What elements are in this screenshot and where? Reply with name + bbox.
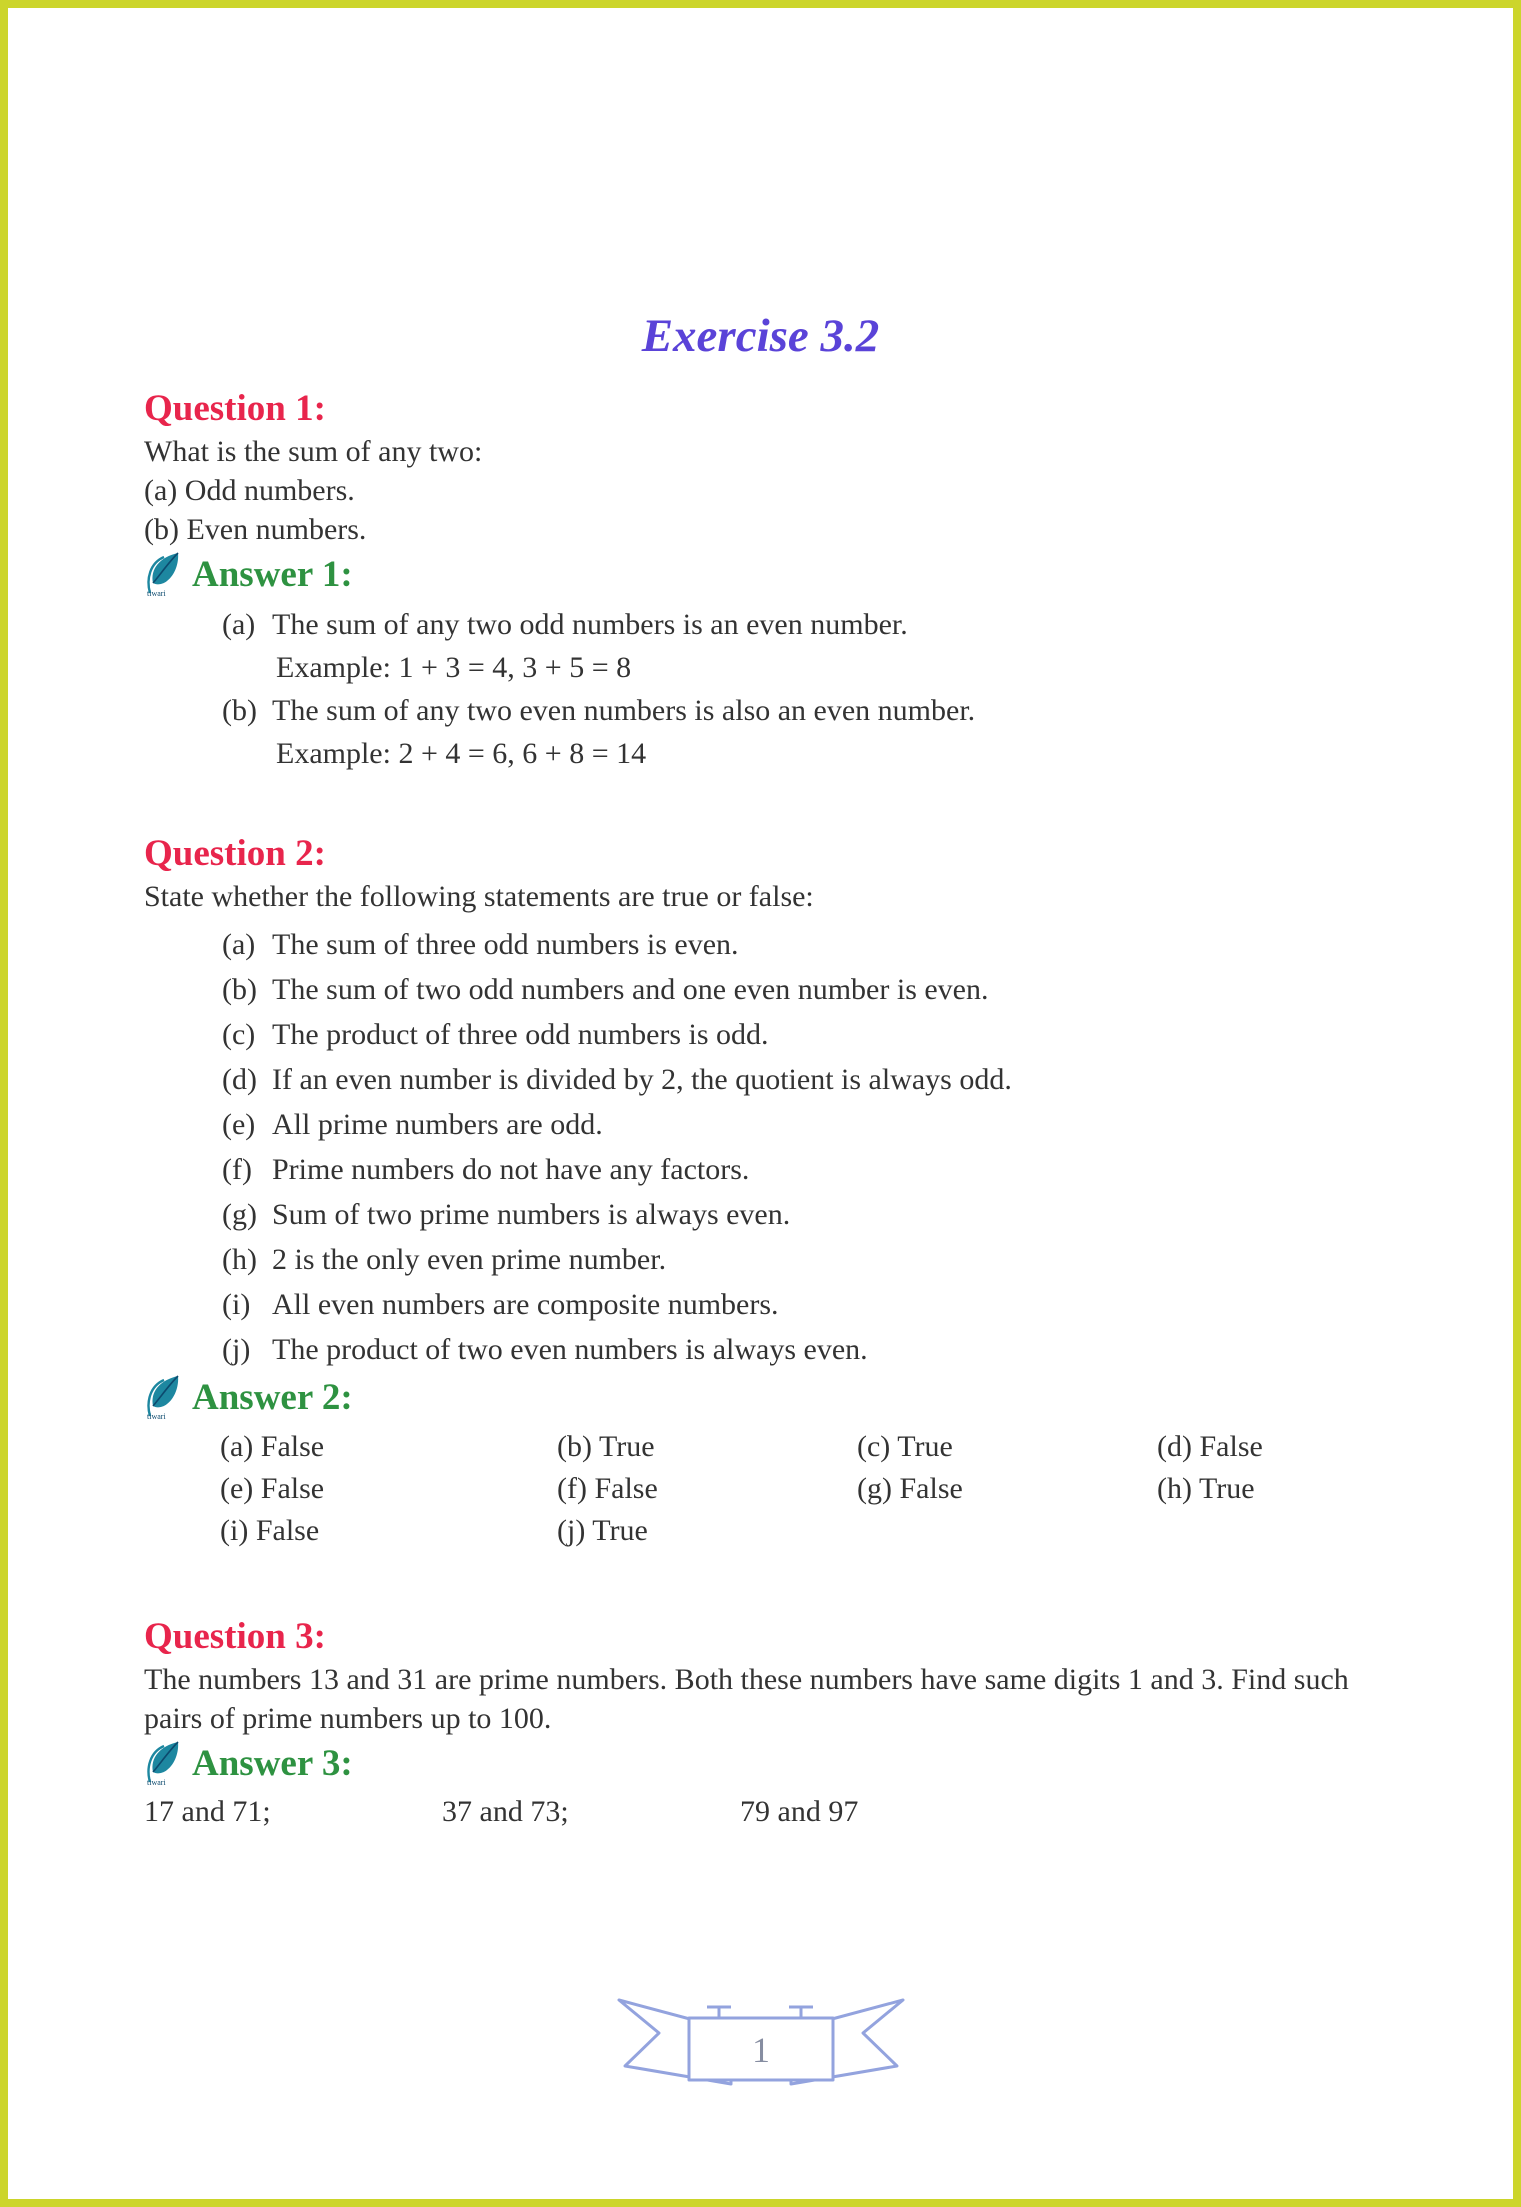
answer-item-label: (a) [222, 608, 256, 641]
statement-item [222, 1012, 1377, 1057]
statement-item [222, 1102, 1377, 1147]
statement-text: If an even number is divided by 2, the quotient is always odd. [272, 1063, 1012, 1096]
leaf-logo-icon [144, 1740, 184, 1788]
statement-item [222, 1192, 1377, 1237]
question-2-statements [222, 922, 1377, 1372]
answer-example: Example: 2 + 4 = 6, 6 + 8 = 14 [276, 737, 647, 770]
statement-text: All even numbers are composite numbers. [272, 1288, 779, 1321]
leaf-logo-icon [144, 1374, 184, 1422]
question-1-heading: Question 1: [144, 388, 326, 429]
statement-label: (e) [222, 1108, 256, 1141]
answer-item-text: The sum of any two odd numbers is an even number. [272, 608, 908, 641]
question-2-intro: State whether the following statements are true or false: [144, 880, 814, 913]
page-content [8, 8, 1513, 1832]
grid-cell: (i) False [220, 1514, 320, 1547]
statement-label: (j) [222, 1333, 251, 1366]
statement-text: The sum of two odd numbers and one even number is even. [272, 973, 989, 1006]
answer-3-pairs [144, 1792, 1377, 1832]
prime-pair: 17 and 71; [144, 1795, 271, 1828]
answer-3-heading: Answer 3: [192, 1743, 353, 1784]
statement-text: 2 is the only even prime number. [272, 1243, 667, 1276]
answer-example: Example: 1 + 3 = 4, 3 + 5 = 8 [276, 651, 632, 684]
prime-pair: 79 and 97 [740, 1795, 859, 1828]
statement-label: (a) [222, 928, 256, 961]
statement-item [222, 1147, 1377, 1192]
question-1-part-b: (b) Even numbers. [144, 513, 367, 546]
grid-cell [1157, 1510, 1377, 1552]
statement-text: The sum of three odd numbers is even. [272, 928, 739, 961]
question-2-heading: Question 2: [144, 833, 326, 874]
statement-label: (d) [222, 1063, 257, 1096]
statement-item [222, 967, 1377, 1012]
statement-label: (b) [222, 973, 257, 1006]
logo-text: tiwari [147, 1778, 166, 1787]
question-3-heading: Question 3: [144, 1616, 326, 1657]
statement-item [222, 1057, 1377, 1102]
statement-text: The product of three odd numbers is odd. [272, 1018, 769, 1051]
page-title: Exercise 3.2 [641, 310, 880, 362]
logo-text: tiwari [147, 1412, 166, 1421]
prime-pair: 37 and 73; [442, 1795, 569, 1828]
grid-cell [857, 1510, 1157, 1552]
grid-cell: (a) False [220, 1430, 325, 1463]
statement-item [222, 1237, 1377, 1282]
grid-cell: (f) False [557, 1472, 658, 1505]
grid-cell: (j) True [557, 1514, 648, 1547]
answer-1-header [144, 551, 1377, 599]
grid-cell: (e) False [220, 1472, 325, 1505]
answer-2-grid [220, 1426, 1377, 1552]
answer-item [222, 603, 1377, 646]
statement-label: (f) [222, 1153, 252, 1186]
answer-item [222, 689, 1377, 732]
page-number: 1 [751, 2030, 770, 2070]
grid-cell: (c) True [857, 1430, 953, 1463]
leaf-logo-icon [144, 551, 184, 599]
grid-cell: (b) True [557, 1430, 655, 1463]
statement-text: The product of two even numbers is always even. [272, 1333, 868, 1366]
statement-text: Sum of two prime numbers is always even. [272, 1198, 791, 1231]
statement-item [222, 1282, 1377, 1327]
statement-label: (c) [222, 1018, 256, 1051]
statement-text: All prime numbers are odd. [272, 1108, 603, 1141]
answer-3-header [144, 1740, 1377, 1788]
question-1-part-a: (a) Odd numbers. [144, 474, 355, 507]
answer-item-text: The sum of any two even numbers is also an even number. [272, 694, 976, 727]
answer-1-body [222, 603, 1377, 775]
statement-label: (i) [222, 1288, 251, 1321]
grid-cell: (d) False [1157, 1430, 1263, 1463]
statement-label: (g) [222, 1198, 257, 1231]
statement-item [222, 922, 1377, 967]
question-1-intro: What is the sum of any two: [144, 435, 483, 468]
answer-2-heading: Answer 2: [192, 1377, 353, 1418]
statement-label: (h) [222, 1243, 257, 1276]
grid-cell: (g) False [857, 1472, 963, 1505]
statement-text: Prime numbers do not have any factors. [272, 1153, 750, 1186]
answer-2-header [144, 1374, 1377, 1422]
logo-text: tiwari [147, 589, 166, 598]
answer-1-heading: Answer 1: [192, 554, 353, 595]
page-number-ribbon [611, 1996, 911, 2091]
statement-item [222, 1327, 1377, 1372]
grid-cell: (h) True [1157, 1472, 1255, 1505]
answer-item-label: (b) [222, 694, 257, 727]
question-3-intro: The numbers 13 and 31 are prime numbers. Both these numbers have same digits 1 and 3. Find such pairs of prime numbers up to 100. [144, 1663, 1349, 1735]
